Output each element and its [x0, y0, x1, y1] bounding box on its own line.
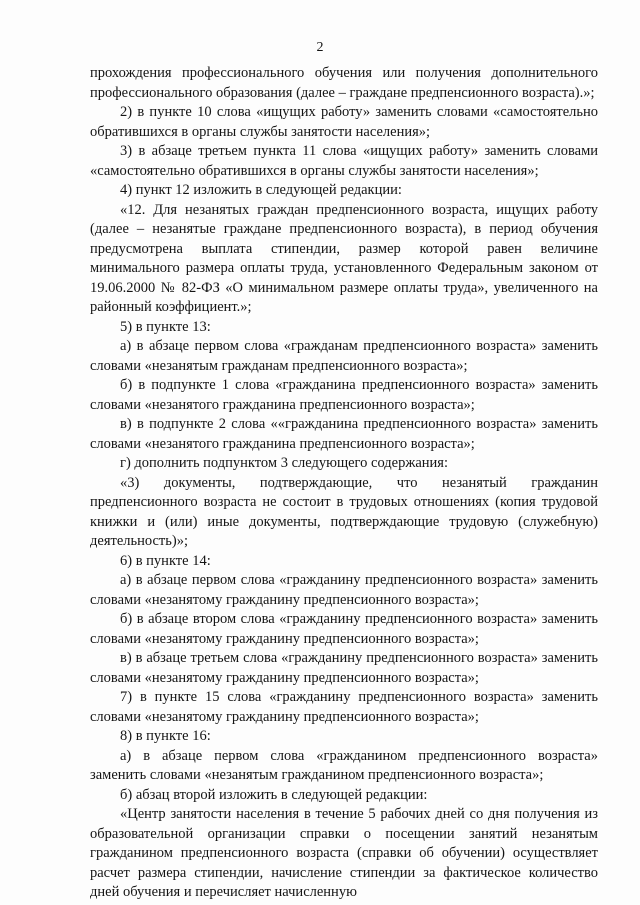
- paragraph-item-5b: б) в подпункте 1 слова «гражданина предпенсионного возраста» заменить словами «незанятого гражданина предпенсионного возраста»;: [90, 377, 598, 413]
- paragraph-item-3: 3) в абзаце третьем пункта 11 слова «ищущих работу» заменить словами «самостоятельно обратившихся в органы службы занятости населения»;: [90, 143, 598, 179]
- paragraph-item-6: 6) в пункте 14:: [120, 552, 211, 569]
- paragraph-item-4: 4) пункт 12 изложить в следующей редакции:: [120, 182, 402, 198]
- paragraph-item-5: 5) в пункте 13:: [120, 318, 211, 335]
- paragraph-quote-12: «12. Для незанятых граждан предпенсионного возраста, ищущих работу (далее – незанятые граждане предпенсионного возраста), в период обучения предусмотрена выплата стипендии, размер которой равен величине минимального размера оплаты труда, установленного Федеральным законом от 19.06.2000 № 82-ФЗ «О минимальном размере оплаты труда», увеличенного на районный коэффициент.»;: [90, 201, 598, 315]
- paragraph-item-2: 2) в пункте 10 слова «ищущих работу» заменить словами «самостоятельно обратившихся в органы службы занятости населения»;: [90, 104, 598, 140]
- paragraph-item-5v: в) в подпункте 2 слова ««гражданина предпенсионного возраста» заменить словами «незанятого гражданина предпенсионного возраста»;: [90, 416, 598, 452]
- document-body: [90, 64, 598, 903]
- page-number: 2: [316, 40, 324, 55]
- paragraph-item-5a: а) в абзаце первом слова «гражданам предпенсионного возраста» заменить словами «незанятым гражданам предпенсионного возраста»;: [90, 338, 598, 374]
- paragraph-quote-3: «3) документы, подтверждающие, что незанятый гражданин предпенсионного возраста не состоит в трудовых отношениях (копия трудовой книжки и (или) иные документы, подтверждающие трудовую (служебную) деятельность)»;: [90, 474, 598, 549]
- paragraph-quote-center: «Центр занятости населения в течение 5 рабочих дней со дня получения из образовательной организации справки о посещении занятий незанятым гражданином предпенсионного возраста (справки об обучении) осуществляет расчет размера стипендии, начисление стипендии за фактическое количество дней обучения и перечисляет начисленную: [90, 806, 598, 900]
- paragraph-item-7: 7) в пункте 15 слова «гражданину предпенсионного возраста» заменить словами «незанятому гражданину предпенсионного возраста»;: [90, 689, 598, 725]
- paragraph-item-6v: в) в абзаце третьем слова «гражданину предпенсионного возраста» заменить словами «незанятому гражданину предпенсионного возраста»;: [90, 650, 598, 686]
- paragraph-item-5g: г) дополнить подпунктом 3 следующего содержания:: [120, 455, 449, 471]
- paragraph-item-8a: а) в абзаце первом слова «гражданином предпенсионного возраста» заменить словами «незанятым гражданином предпенсионного возраста»;: [90, 747, 598, 783]
- paragraph-item-8: 8) в пункте 16:: [120, 728, 211, 744]
- paragraph-item-6a: а) в абзаце первом слова «гражданину предпенсионного возраста» заменить словами «незанятому гражданину предпенсионного возраста»;: [90, 572, 598, 608]
- paragraph-item-6b: б) в абзаце втором слова «гражданину предпенсионного возраста» заменить словами «незанятому гражданину предпенсионного возраста»;: [90, 611, 598, 647]
- paragraph-item-8b: б) абзац второй изложить в следующей редакции:: [120, 786, 428, 803]
- paragraph-continuation: прохождения профессионального обучения или получения дополнительного профессионального образования (далее – граждане предпенсионного возраста).»;: [90, 65, 598, 101]
